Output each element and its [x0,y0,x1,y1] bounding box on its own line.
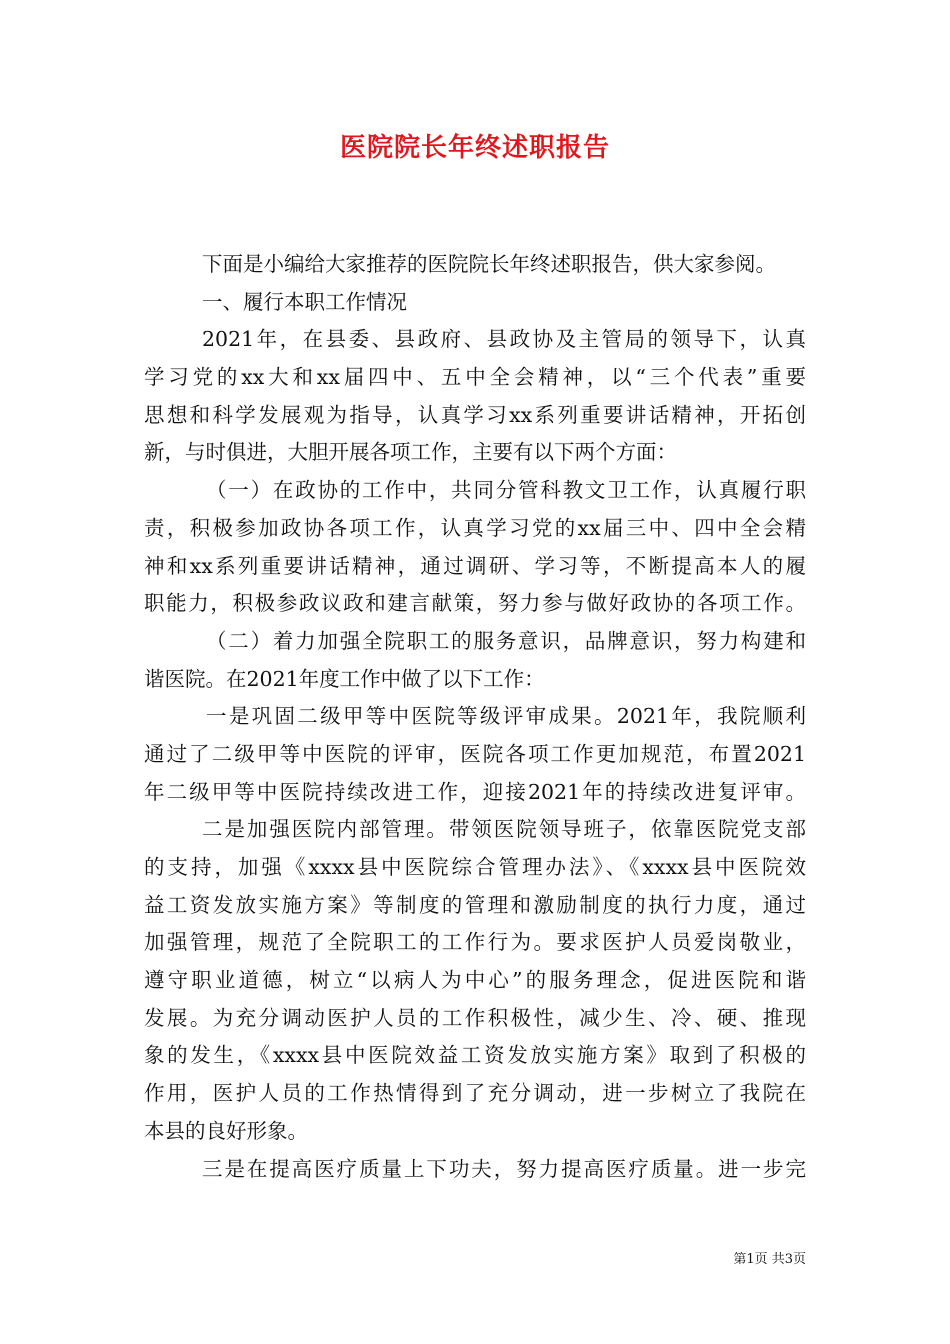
document-title: 医院院长年终述职报告 [339,133,610,163]
paragraph-line: 职能力，积极参政议政和建言献策，努力参与做好政协的各项工作。 [144,591,806,616]
paragraph-line: 新，与时俱进，大胆开展各项工作，主要有以下两个方面： [144,440,677,465]
paragraph-line: 年二级甲等中医院持续改进工作，迎接2021年的持续改进复评审。 [144,779,806,804]
page-number: 第1页 共3页 [733,1252,806,1267]
paragraph-line: 象的发生，《xxxx县中医院效益工资发放实施方案》取到了积极的 [144,1043,806,1068]
paragraph-line: 的支持，加强《xxxx县中医院综合管理办法》、《xxxx县中医院效 [144,855,806,879]
paragraph-line: 益工资发放实施方案》等制度的管理和激励制度的执行力度，通过 [144,892,806,917]
paragraph-line: 思想和科学发展观为指导，认真学习xx系列重要讲话精神，开拓创 [144,402,806,427]
document-body [144,246,806,1188]
paragraph-line: 遵守职业道德，树立“以病人为中心”的服务理念，促进医院和谐 [144,968,806,993]
paragraph-line: 通过了二级甲等中医院的评审，医院各项工作更加规范，布置2021 [144,741,806,766]
paragraph-line: 下面是小编给大家推荐的医院院长年终述职报告，供大家参阅。 [202,252,776,276]
paragraph-line: 本县的良好形象。 [144,1118,308,1143]
paragraph-line: 神和xx系列重要讲话精神，通过调研、学习等，不断提高本人的履 [144,553,806,578]
paragraph-line: 责，积极参加政协各项工作，认真学习党的xx届三中、四中全会精 [144,515,806,540]
paragraph-line: 加强管理，规范了全院职工的工作行为。要求医护人员爱岗敬业， [144,930,806,955]
paragraph-line: 发展。为充分调动医护人员的工作积极性，减少生、冷、硬、推现 [144,1005,806,1030]
paragraph-line: 二是加强医院内部管理。带领医院领导班子，依靠医院党支部 [202,817,806,842]
paragraph-line: （一）在政协的工作中，共同分管科教文卫工作，认真履行职 [206,478,806,503]
paragraph-line: 学习党的xx大和xx届四中、五中全会精神，以“三个代表”重要 [144,365,806,390]
section-heading: 一、履行本职工作情况 [202,289,407,314]
paragraph-line: 一是巩固二级甲等中医院等级评审成果。2021年，我院顺利 [206,704,806,729]
paragraph-line: （二）着力加强全院职工的服务意识，品牌意识，努力构建和 [206,628,806,653]
paragraph-line: 三是在提高医疗质量上下功夫，努力提高医疗质量。进一步完 [202,1156,806,1181]
paragraph-line: 作用，医护人员的工作热情得到了充分调动，进一步树立了我院在 [144,1081,806,1106]
paragraph-line: 2021年，在县委、县政府、县政协及主管局的领导下，认真 [202,327,806,352]
paragraph-line: 谐医院。在2021年度工作中做了以下工作： [144,666,545,691]
